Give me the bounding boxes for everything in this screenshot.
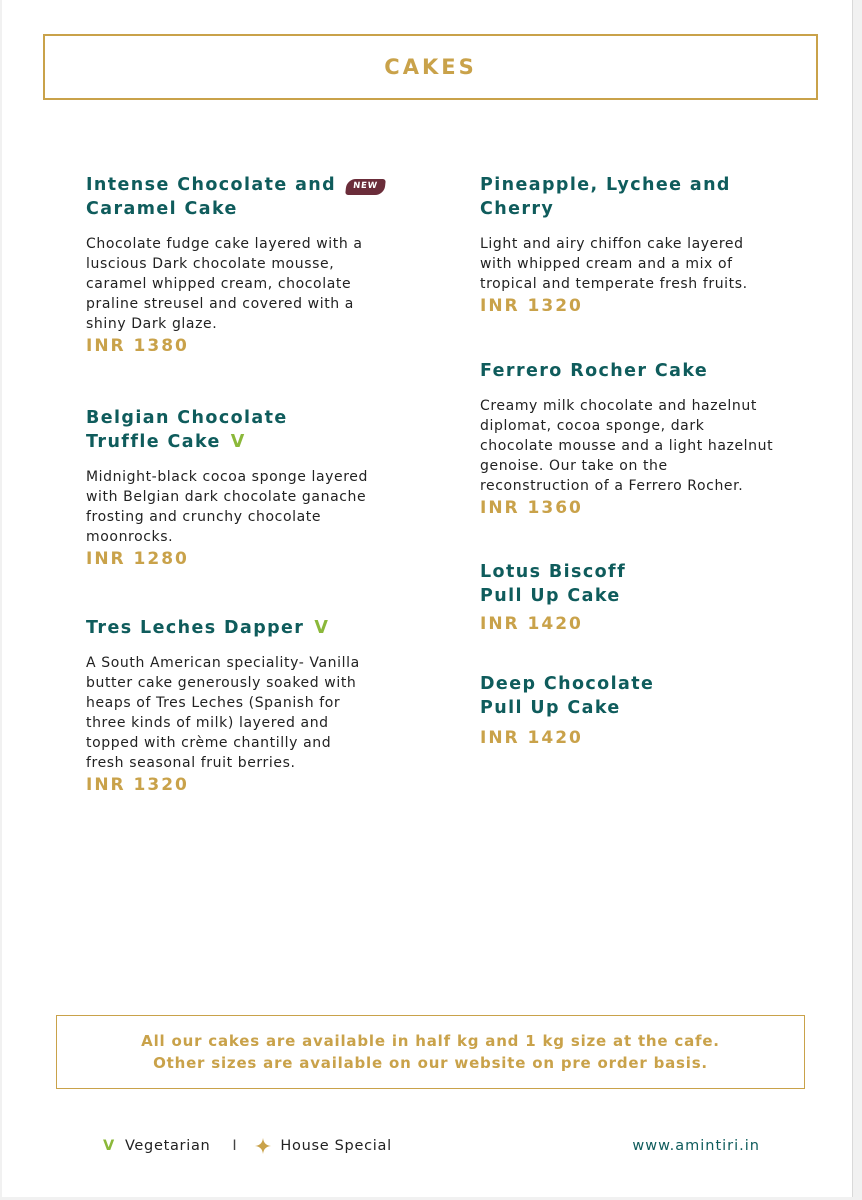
title-frame	[43, 34, 818, 100]
item-name: Ferrero Rocher Cake	[480, 361, 709, 381]
item-price: INR 1320	[480, 296, 583, 316]
legend	[103, 1136, 392, 1156]
legend-separator: I	[232, 1138, 238, 1154]
item-name: Tres Leches Dapper V	[86, 618, 330, 638]
menu-item-ferrero-rocher	[480, 359, 810, 520]
item-price: INR 1420	[480, 614, 583, 634]
menu-item-tres-leches	[86, 616, 406, 797]
vegetarian-mark: V	[230, 432, 246, 452]
item-description: A South American speciality- Vanilla butter cake generously soaked with heaps of Tres Leches (Spanish for three kinds of milk) layered and topped with crème chantilly and fresh seasonal fruit berries.	[86, 655, 360, 771]
vegetarian-mark: V	[314, 618, 330, 638]
item-name: Intense Chocolate and NEW Caramel Cake	[86, 173, 406, 221]
item-name: Deep Chocolate Pull Up Cake	[480, 674, 655, 718]
note-line-1: All our cakes are available in half kg and 1 kg size at the cafe.	[141, 1032, 720, 1050]
menu-item-pineapple-lychee	[480, 173, 810, 318]
star-icon	[255, 1138, 271, 1154]
menu-item-deep-chocolate	[480, 672, 810, 750]
size-availability-note	[56, 1015, 805, 1089]
item-name: Pineapple, Lychee and Cherry	[480, 175, 731, 219]
item-price: INR 1280	[86, 549, 189, 569]
item-price: INR 1360	[480, 498, 583, 518]
menu-page	[2, 0, 853, 1197]
note-line-2: Other sizes are available on our website on pre order basis.	[153, 1054, 708, 1072]
menu-item-belgian-chocolate	[86, 406, 406, 571]
new-badge: NEW	[345, 179, 385, 195]
item-description: Light and airy chiffon cake layered with whipped cream and a mix of tropical and temperate fresh fruits.	[480, 236, 748, 292]
item-description: Chocolate fudge cake layered with a luscious Dark chocolate mousse, caramel whipped cream, chocolate praline streusel and covered with a shiny Dark glaze.	[86, 236, 363, 332]
star-icon-svg	[255, 1138, 271, 1154]
item-price: INR 1420	[480, 728, 583, 748]
menu-item-intense-chocolate	[86, 173, 406, 358]
house-special-label: House Special	[280, 1138, 392, 1154]
item-description: Creamy milk chocolate and hazelnut diplomat, cocoa sponge, dark chocolate mousse and a light hazelnut genoise. Our take on the reconstruction of a Ferrero Rocher.	[480, 398, 774, 494]
item-price: INR 1320	[86, 775, 189, 795]
page-title: CAKES	[384, 55, 477, 79]
item-name: Lotus Biscoff Pull Up Cake	[480, 562, 627, 606]
item-price: INR 1380	[86, 336, 189, 356]
menu-item-lotus-biscoff	[480, 560, 810, 636]
vegetarian-label: Vegetarian	[124, 1138, 211, 1154]
vegetarian-symbol: V	[103, 1138, 115, 1154]
website-link[interactable]: www.amintiri.in	[632, 1138, 760, 1154]
item-description: Midnight-black cocoa sponge layered with Belgian dark chocolate ganache frosting and crunchy chocolate moonrocks.	[86, 469, 368, 545]
item-name: Belgian Chocolate Truffle Cake V	[86, 408, 288, 452]
